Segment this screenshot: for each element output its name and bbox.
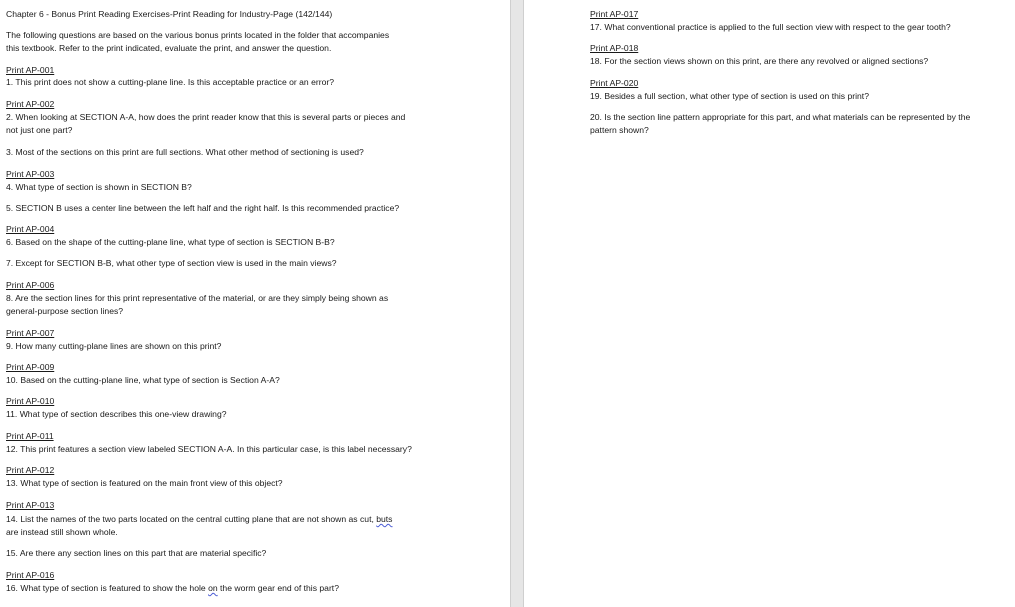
print-label-ap-011: Print AP-011 [6, 431, 54, 441]
print-label-ap-004: Print AP-004 [6, 224, 55, 234]
chapter-title: Chapter 6 - Bonus Print Reading Exercises-Print Reading for Industry-Page (142/144) [6, 9, 333, 19]
question-18: 18. For the section views shown on this print, are there any revolved or aligned sections? [590, 56, 929, 66]
print-label-ap-009: Print AP-009 [6, 362, 55, 372]
question-11: 11. What type of section describes this one-view drawing? [6, 409, 227, 419]
question-19: 19. Besides a full section, what other type of section is used on this print? [590, 91, 869, 101]
question-20-line-2: pattern shown? [590, 125, 649, 135]
question-16-text-a: 16. What type of section is featured to show the hole [6, 583, 209, 593]
print-label-ap-016: Print AP-016 [6, 570, 55, 580]
spellcheck-word-on[interactable]: on [208, 583, 218, 593]
question-8-line-2: general-purpose section lines? [6, 306, 124, 316]
print-label-ap-010: Print AP-010 [6, 396, 55, 406]
question-4: 4. What type of section is shown in SECTION B? [6, 182, 192, 192]
question-7: 7. Except for SECTION B-B, what other type of section view is used in the main views? [6, 258, 337, 268]
spellcheck-word-buts[interactable]: buts [376, 514, 393, 524]
question-2-line-1: 2. When looking at SECTION A-A, how does the print reader know that this is several parts or pieces and [6, 112, 406, 122]
page-gutter [510, 0, 524, 607]
question-14-text: 14. List the names of the two parts located on the central cutting plane that are not shown as cut, [6, 514, 377, 524]
print-label-ap-001: Print AP-001 [6, 65, 55, 75]
question-20-line-1: 20. Is the section line pattern appropriate for this part, and what materials can be represented by the [590, 112, 971, 122]
question-13: 13. What type of section is featured on the main front view of this object? [6, 478, 283, 488]
print-label-ap-007: Print AP-007 [6, 328, 55, 338]
question-14-line-1 [6, 514, 392, 525]
print-label-ap-013: Print AP-013 [6, 500, 55, 510]
document-page-right[interactable] [524, 0, 1015, 607]
print-label-ap-006: Print AP-006 [6, 280, 55, 290]
question-17: 17. What conventional practice is applied to the full section view with respect to the gear tooth? [590, 22, 951, 32]
intro-text-line-1: The following questions are based on the various bonus prints located in the folder that accompanies [6, 30, 390, 40]
print-label-ap-018: Print AP-018 [590, 43, 639, 53]
question-1: 1. This print does not show a cutting-plane line. Is this acceptable practice or an error? [6, 77, 335, 87]
question-6: 6. Based on the shape of the cutting-plane line, what type of section is SECTION B-B? [6, 237, 335, 247]
question-5: 5. SECTION B uses a center line between the left half and the right half. Is this recommended practice? [6, 203, 400, 213]
question-10: 10. Based on the cutting-plane line, what type of section is Section A-A? [6, 375, 280, 385]
print-label-ap-012: Print AP-012 [6, 465, 55, 475]
print-label-ap-017: Print AP-017 [590, 9, 639, 19]
question-9: 9. How many cutting-plane lines are shown on this print? [6, 341, 222, 351]
print-label-ap-002: Print AP-002 [6, 99, 55, 109]
question-14-line-2: are instead still shown whole. [6, 527, 118, 537]
question-2-line-2: not just one part? [6, 125, 73, 135]
question-12: 12. This print features a section view labeled SECTION A-A. In this particular case, is this label necessary? [6, 444, 412, 454]
question-15: 15. Are there any section lines on this part that are material specific? [6, 548, 267, 558]
print-label-ap-020: Print AP-020 [590, 78, 639, 88]
question-16 [6, 583, 339, 594]
question-3: 3. Most of the sections on this print are full sections. What other method of sectioning is used? [6, 147, 364, 157]
intro-text-line-2: this textbook. Refer to the print indicated, evaluate the print, and answer the question. [6, 43, 332, 53]
print-label-ap-003: Print AP-003 [6, 169, 55, 179]
question-8-line-1: 8. Are the section lines for this print representative of the material, or are they simply being shown as [6, 293, 389, 303]
question-16-text-c: the worm gear end of this part? [217, 583, 339, 593]
